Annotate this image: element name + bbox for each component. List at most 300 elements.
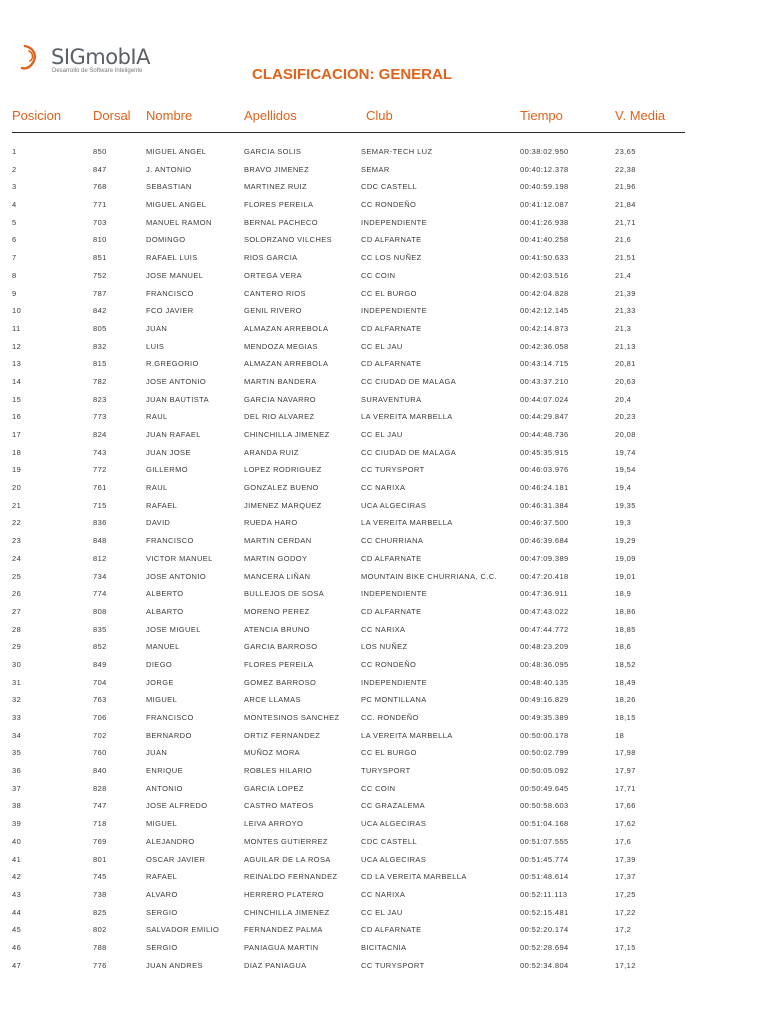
cell-apellidos: RIOS GARCIA — [244, 253, 298, 263]
cell-dorsal: 824 — [93, 430, 107, 439]
table-row — [0, 727, 768, 745]
cell-tiempo: 00:52:20.174 — [520, 925, 569, 935]
cell-dorsal: 752 — [93, 270, 107, 280]
table-row — [0, 143, 768, 161]
cell-club: CC EL JAU — [361, 430, 403, 439]
cell-dorsal: 828 — [93, 783, 107, 793]
cell-nombre: BERNARDO — [146, 730, 192, 740]
cell-apellidos: GARCIA BARROSO — [244, 642, 318, 652]
table-row — [0, 603, 768, 621]
cell-tiempo: 00:46:31.384 — [520, 500, 569, 510]
cell-v-media: 17,62 — [615, 819, 636, 829]
cell-nombre: JUAN — [146, 748, 168, 758]
cell-v-media: 21,13 — [615, 341, 636, 351]
cell-v-media: 17,66 — [615, 801, 636, 811]
cell-v-media: 18,6 — [615, 642, 632, 652]
cell-dorsal: 734 — [93, 571, 107, 581]
cell-tiempo: 00:51:07.555 — [520, 836, 569, 846]
cell-apellidos: PANIAGUA MARTIN — [244, 942, 319, 952]
cell-dorsal: 850 — [93, 147, 107, 156]
cell-tiempo: 00:42:12.145 — [520, 306, 569, 316]
cell-dorsal: 847 — [93, 164, 107, 174]
cell-tiempo: 00:40:12.378 — [520, 164, 569, 174]
cell-dorsal: 825 — [93, 907, 107, 917]
cell-v-media: 17,6 — [615, 836, 632, 846]
cell-posicion: 11 — [12, 323, 21, 333]
cell-nombre: J. ANTONIO — [146, 164, 192, 174]
cell-club: CC EL JAU — [361, 907, 403, 917]
cell-club: LOS NUÑEZ — [361, 642, 408, 652]
cell-nombre: MANUEL RAMON — [146, 217, 212, 227]
cell-nombre: RAFAEL — [146, 872, 178, 882]
cell-nombre: FRANCISCO — [146, 536, 194, 546]
cell-nombre: FRANCISCO — [146, 288, 194, 298]
cell-nombre: JUAN RAFAEL — [146, 430, 201, 439]
cell-posicion: 28 — [12, 624, 22, 634]
table-row — [0, 320, 768, 338]
cell-v-media: 21,4 — [615, 270, 632, 280]
table-row — [0, 939, 768, 957]
cell-dorsal: 745 — [93, 872, 107, 882]
cell-apellidos: DEL RIO ALVAREZ — [244, 412, 315, 422]
table-row — [0, 851, 768, 869]
cell-v-media: 17,97 — [615, 766, 636, 776]
cell-v-media: 18,85 — [615, 624, 636, 634]
cell-tiempo: 00:42:36.058 — [520, 341, 569, 351]
table-row — [0, 338, 768, 356]
cell-v-media: 17,2 — [615, 925, 632, 935]
cell-dorsal: 848 — [93, 536, 107, 546]
table-row — [0, 161, 768, 179]
table-row — [0, 621, 768, 639]
cell-nombre: ENRIQUE — [146, 766, 183, 776]
cell-nombre: ALVARO — [146, 889, 178, 899]
cell-club: CDC CASTELL — [361, 182, 418, 192]
cell-apellidos: DIAZ PANIAGUA — [244, 960, 307, 970]
cell-club: CC CIUDAD DE MALAGA — [361, 376, 457, 386]
cell-club: CC LOS NUÑEZ — [361, 253, 422, 263]
cell-tiempo: 00:46:37.500 — [520, 518, 569, 528]
cell-dorsal: 787 — [93, 288, 107, 298]
cell-apellidos: ALMAZAN ARREBOLA — [244, 359, 329, 369]
cell-tiempo: 00:47:36.911 — [520, 589, 569, 599]
cell-dorsal: 768 — [93, 182, 107, 192]
cell-apellidos: BRAVO JIMENEZ — [244, 164, 310, 174]
cell-apellidos: FERNANDEZ PALMA — [244, 925, 323, 935]
cell-club: CC GRAZALEMA — [361, 801, 425, 811]
cell-v-media: 20,23 — [615, 412, 636, 422]
cell-posicion: 47 — [12, 960, 22, 970]
table-row — [0, 709, 768, 727]
cell-posicion: 38 — [12, 801, 22, 811]
cell-tiempo: 00:48:40.135 — [520, 677, 569, 687]
cell-club: SURAVENTURA — [361, 394, 422, 404]
cell-dorsal: 812 — [93, 553, 107, 563]
cell-apellidos: GOMEZ BARROSO — [244, 677, 317, 687]
cell-posicion: 27 — [12, 606, 22, 616]
table-row — [0, 691, 768, 709]
cell-dorsal: 774 — [93, 589, 107, 599]
cell-dorsal: 771 — [93, 200, 107, 210]
cell-club: CC CIUDAD DE MALAGA — [361, 447, 457, 457]
cell-apellidos: CASTRO MATEOS — [244, 801, 314, 811]
table-row — [0, 302, 768, 320]
cell-nombre: MIGUEL — [146, 819, 178, 829]
cell-nombre: FCO JAVIER — [146, 306, 194, 316]
cell-dorsal: 738 — [93, 889, 107, 899]
table-row — [0, 921, 768, 939]
cell-dorsal: 782 — [93, 376, 107, 386]
cell-club: INDEPENDIENTE — [361, 217, 428, 227]
cell-apellidos: FLORES PEREILA — [244, 200, 314, 210]
cell-tiempo: 00:50:58.603 — [520, 801, 569, 811]
cell-tiempo: 00:52:15.481 — [520, 907, 569, 917]
cell-apellidos: MONTES GUTIERREZ — [244, 836, 328, 846]
cell-posicion: 6 — [12, 235, 17, 245]
cell-posicion: 13 — [12, 359, 22, 369]
cell-nombre: SALVADOR EMILIO — [146, 925, 220, 935]
cell-v-media: 21,71 — [615, 217, 636, 227]
cell-dorsal: 810 — [93, 235, 107, 245]
cell-apellidos: GENIL RIVERO — [244, 306, 302, 316]
cell-posicion: 21 — [12, 500, 22, 510]
cell-apellidos: GARCIA LOPEZ — [244, 783, 304, 793]
cell-nombre: VICTOR MANUEL — [146, 553, 213, 563]
cell-v-media: 21,3 — [615, 323, 632, 333]
table-row — [0, 886, 768, 904]
cell-tiempo: 00:38:02.950 — [520, 147, 569, 156]
cell-dorsal: 849 — [93, 659, 107, 669]
cell-nombre: MANUEL — [146, 642, 180, 652]
cell-tiempo: 00:48:36.095 — [520, 659, 569, 669]
cell-nombre: JUAN JOSE — [146, 447, 191, 457]
cell-nombre: JOSE MIGUEL — [146, 624, 201, 634]
cell-club: SEMAR-TECH LUZ — [361, 147, 433, 156]
cell-dorsal: 842 — [93, 306, 107, 316]
cell-nombre: ALBARTO — [146, 606, 184, 616]
cell-tiempo: 00:41:26.938 — [520, 217, 569, 227]
cell-apellidos: JIMENEZ MARQUEZ — [244, 500, 322, 510]
cell-nombre: DAVID — [146, 518, 171, 528]
cell-v-media: 19,35 — [615, 500, 636, 510]
cell-tiempo: 00:43:14.715 — [520, 359, 569, 369]
table-row — [0, 249, 768, 267]
cell-club: CC EL BURGO — [361, 748, 417, 758]
column-tiempo: Tiempo — [520, 108, 563, 123]
cell-tiempo: 00:47:43.022 — [520, 606, 569, 616]
cell-posicion: 22 — [12, 518, 22, 528]
cell-posicion: 37 — [12, 783, 22, 793]
cell-club: TURYSPORT — [361, 766, 411, 776]
cell-club: LA VEREITA MARBELLA — [361, 412, 453, 422]
cell-tiempo: 00:50:05.092 — [520, 766, 569, 776]
cell-v-media: 17,22 — [615, 907, 636, 917]
cell-tiempo: 00:45:35.915 — [520, 447, 569, 457]
cell-posicion: 36 — [12, 766, 22, 776]
cell-nombre: JUAN BAUTISTA — [146, 394, 209, 404]
cell-nombre: ALBERTO — [146, 589, 184, 599]
table-row — [0, 231, 768, 249]
cell-club: CD ALFARNATE — [361, 323, 422, 333]
cell-club: MOUNTAIN BIKE CHURRIANA, C.C. — [361, 571, 498, 581]
cell-v-media: 18,52 — [615, 659, 636, 669]
cell-posicion: 12 — [12, 341, 22, 351]
cell-club: SEMAR — [361, 164, 390, 174]
cell-apellidos: MARTINEZ RUIZ — [244, 182, 307, 192]
cell-apellidos: REINALDO FERNANDEZ — [244, 872, 338, 882]
cell-apellidos: CANTERO RIOS — [244, 288, 306, 298]
table-row — [0, 568, 768, 586]
table-row — [0, 408, 768, 426]
cell-posicion: 43 — [12, 889, 22, 899]
results-table — [0, 143, 768, 974]
cell-tiempo: 00:46:24.181 — [520, 483, 569, 493]
cell-dorsal: 769 — [93, 836, 107, 846]
cell-apellidos: MANCERA LIÑAN — [244, 571, 311, 581]
cell-club: UCA ALGECIRAS — [361, 819, 427, 829]
cell-tiempo: 00:48:23.209 — [520, 642, 569, 652]
cell-club: CD ALFARNATE — [361, 925, 422, 935]
cell-dorsal: 852 — [93, 642, 107, 652]
cell-club: CC NARIXA — [361, 624, 406, 634]
cell-v-media: 18 — [615, 730, 625, 740]
cell-nombre: RAFAEL — [146, 500, 178, 510]
cell-club: CC EL JAU — [361, 341, 403, 351]
cell-tiempo: 00:42:03.516 — [520, 270, 569, 280]
cell-club: CD LA VEREITA MARBELLA — [361, 872, 467, 882]
cell-club: PC MONTILLANA — [361, 695, 427, 705]
cell-club: CC EL BURGO — [361, 288, 417, 298]
cell-nombre: JOSE ANTONIO — [146, 571, 207, 581]
cell-nombre: ANTONIO — [146, 783, 183, 793]
table-row — [0, 178, 768, 196]
cell-tiempo: 00:41:50.633 — [520, 253, 569, 263]
cell-v-media: 19,29 — [615, 536, 636, 546]
cell-dorsal: 802 — [93, 925, 107, 935]
cell-v-media: 17,25 — [615, 889, 636, 899]
cell-dorsal: 773 — [93, 412, 107, 422]
cell-dorsal: 761 — [93, 483, 107, 493]
cell-tiempo: 00:52:28.694 — [520, 942, 569, 952]
cell-v-media: 21,51 — [615, 253, 636, 263]
cell-apellidos: MARTIN CERDAN — [244, 536, 312, 546]
cell-apellidos: MUÑOZ MORA — [244, 748, 301, 758]
cell-apellidos: ARCE LLAMAS — [244, 695, 301, 705]
table-row — [0, 833, 768, 851]
cell-club: LA VEREITA MARBELLA — [361, 518, 453, 528]
column-apellidos: Apellidos — [244, 108, 297, 123]
table-row — [0, 674, 768, 692]
cell-posicion: 45 — [12, 925, 22, 935]
cell-posicion: 17 — [12, 430, 22, 439]
cell-club: CD ALFARNATE — [361, 235, 422, 245]
cell-club: CC TURYSPORT — [361, 960, 425, 970]
cell-nombre: JOSE ANTONIO — [146, 376, 207, 386]
cell-apellidos: LOPEZ RODRIGUEZ — [244, 465, 322, 475]
table-row — [0, 355, 768, 373]
table-row — [0, 497, 768, 515]
cell-apellidos: SOLORZANO VILCHES — [244, 235, 333, 245]
table-row — [0, 373, 768, 391]
cell-dorsal: 743 — [93, 447, 107, 457]
cell-nombre: JUAN — [146, 323, 168, 333]
table-row — [0, 815, 768, 833]
cell-nombre: DOMINGO — [146, 235, 186, 245]
cell-club: INDEPENDIENTE — [361, 589, 428, 599]
cell-tiempo: 00:44:48.736 — [520, 430, 569, 439]
cell-nombre: FRANCISCO — [146, 713, 194, 722]
cell-v-media: 17,37 — [615, 872, 636, 882]
cell-nombre: GILLERMO — [146, 465, 188, 475]
cell-apellidos: ORTEGA VERA — [244, 270, 303, 280]
cell-tiempo: 00:42:04.828 — [520, 288, 569, 298]
cell-tiempo: 00:51:04.168 — [520, 819, 569, 829]
cell-apellidos: CHINCHILLA JIMENEZ — [244, 907, 330, 917]
cell-dorsal: 704 — [93, 677, 107, 687]
cell-v-media: 19,74 — [615, 447, 636, 457]
cell-tiempo: 00:44:29.847 — [520, 412, 569, 422]
cell-apellidos: AGUILAR DE LA ROSA — [244, 854, 331, 864]
cell-club: CC CHURRIANA — [361, 536, 424, 546]
cell-dorsal: 815 — [93, 359, 107, 369]
cell-posicion: 1 — [12, 147, 17, 156]
cell-apellidos: MONTESINOS SANCHEZ — [244, 713, 340, 722]
cell-nombre: JOSE ALFREDO — [146, 801, 208, 811]
cell-tiempo: 00:51:48.614 — [520, 872, 569, 882]
cell-tiempo: 00:49:35.389 — [520, 713, 569, 722]
cell-nombre: OSCAR JAVIER — [146, 854, 206, 864]
table-row — [0, 479, 768, 497]
table-row — [0, 957, 768, 975]
cell-apellidos: BERNAL PACHECO — [244, 217, 318, 227]
cell-club: BICITACNIA — [361, 942, 407, 952]
cell-nombre: SEBASTIAN — [146, 182, 192, 192]
cell-posicion: 39 — [12, 819, 22, 829]
cell-nombre: MIGUEL ANGEL — [146, 200, 207, 210]
table-row — [0, 391, 768, 409]
cell-nombre: JORGE — [146, 677, 174, 687]
cell-nombre: MIGUEL — [146, 695, 178, 705]
cell-dorsal: 772 — [93, 465, 107, 475]
cell-club: INDEPENDIENTE — [361, 306, 428, 316]
cell-posicion: 32 — [12, 695, 22, 705]
cell-apellidos: GARCIA NAVARRO — [244, 394, 317, 404]
table-row — [0, 904, 768, 922]
cell-dorsal: 702 — [93, 730, 107, 740]
column-nombre: Nombre — [146, 108, 193, 123]
table-row — [0, 461, 768, 479]
cell-nombre: DIEGO — [146, 659, 173, 669]
cell-club: CC COIN — [361, 270, 396, 280]
cell-dorsal: 835 — [93, 624, 107, 634]
cell-v-media: 20,4 — [615, 394, 632, 404]
cell-v-media: 18,15 — [615, 713, 636, 722]
table-row — [0, 426, 768, 444]
cell-posicion: 18 — [12, 447, 22, 457]
table-header — [12, 106, 685, 133]
table-row — [0, 196, 768, 214]
cell-v-media: 18,9 — [615, 589, 632, 599]
cell-tiempo: 00:46:39.684 — [520, 536, 569, 546]
cell-tiempo: 00:41:40.258 — [520, 235, 569, 245]
cell-club: UCA ALGECIRAS — [361, 500, 427, 510]
cell-v-media: 17,12 — [615, 960, 636, 970]
cell-tiempo: 00:46:03.976 — [520, 465, 569, 475]
cell-posicion: 29 — [12, 642, 22, 652]
cell-posicion: 10 — [12, 306, 22, 316]
cell-posicion: 8 — [12, 270, 17, 280]
cell-posicion: 31 — [12, 677, 22, 687]
table-row — [0, 762, 768, 780]
cell-nombre: RAUL — [146, 483, 168, 493]
cell-posicion: 19 — [12, 465, 22, 475]
cell-dorsal: 703 — [93, 217, 107, 227]
cell-v-media: 18,49 — [615, 677, 636, 687]
cell-nombre: MIGUEL ANGEL — [146, 147, 207, 156]
cell-club: CD ALFARNATE — [361, 359, 422, 369]
cell-posicion: 5 — [12, 217, 17, 227]
cell-apellidos: HERRERO PLATERO — [244, 889, 325, 899]
cell-apellidos: GONZALEZ BUENO — [244, 483, 319, 493]
cell-apellidos: CHINCHILLA JIMENEZ — [244, 430, 330, 439]
cell-v-media: 19,54 — [615, 465, 636, 475]
cell-v-media: 22,38 — [615, 164, 636, 174]
cell-apellidos: ARANDA RUIZ — [244, 447, 299, 457]
cell-v-media: 18,26 — [615, 695, 636, 705]
cell-v-media: 20,08 — [615, 430, 636, 439]
cell-v-media: 21,96 — [615, 182, 636, 192]
cell-posicion: 24 — [12, 553, 22, 563]
column-dorsal: Dorsal — [93, 108, 131, 123]
cell-posicion: 33 — [12, 713, 22, 722]
cell-tiempo: 00:44:07.024 — [520, 394, 569, 404]
cell-tiempo: 00:50:49.645 — [520, 783, 569, 793]
cell-v-media: 19,01 — [615, 571, 636, 581]
cell-dorsal: 832 — [93, 341, 107, 351]
page-title: CLASIFICACION: GENERAL — [252, 66, 452, 83]
table-row — [0, 638, 768, 656]
cell-apellidos: MARTIN BANDERA — [244, 376, 317, 386]
table-row — [0, 532, 768, 550]
cell-nombre: RAUL — [146, 412, 168, 422]
table-row — [0, 656, 768, 674]
cell-dorsal: 763 — [93, 695, 107, 705]
cell-posicion: 2 — [12, 164, 17, 174]
cell-posicion: 44 — [12, 907, 22, 917]
cell-apellidos: ORTIZ FERNANDEZ — [244, 730, 321, 740]
cell-club: CC NARIXA — [361, 483, 406, 493]
table-row — [0, 514, 768, 532]
cell-nombre: JOSE MANUEL — [146, 270, 204, 280]
cell-v-media: 21,84 — [615, 200, 636, 210]
cell-club: CD ALFARNATE — [361, 553, 422, 563]
column-v-media: V. Media — [615, 108, 666, 123]
cell-posicion: 15 — [12, 394, 22, 404]
cell-dorsal: 808 — [93, 606, 107, 616]
cell-nombre: R.GREGORIO — [146, 359, 199, 369]
cell-v-media: 17,15 — [615, 942, 636, 952]
table-row — [0, 267, 768, 285]
cell-v-media: 20,63 — [615, 376, 636, 386]
cell-apellidos: MARTIN GODOY — [244, 553, 308, 563]
cell-posicion: 4 — [12, 200, 17, 210]
cell-dorsal: 760 — [93, 748, 107, 758]
cell-posicion: 34 — [12, 730, 22, 740]
cell-dorsal: 747 — [93, 801, 107, 811]
cell-v-media: 23,65 — [615, 147, 636, 156]
cell-club: INDEPENDIENTE — [361, 677, 428, 687]
cell-posicion: 23 — [12, 536, 22, 546]
